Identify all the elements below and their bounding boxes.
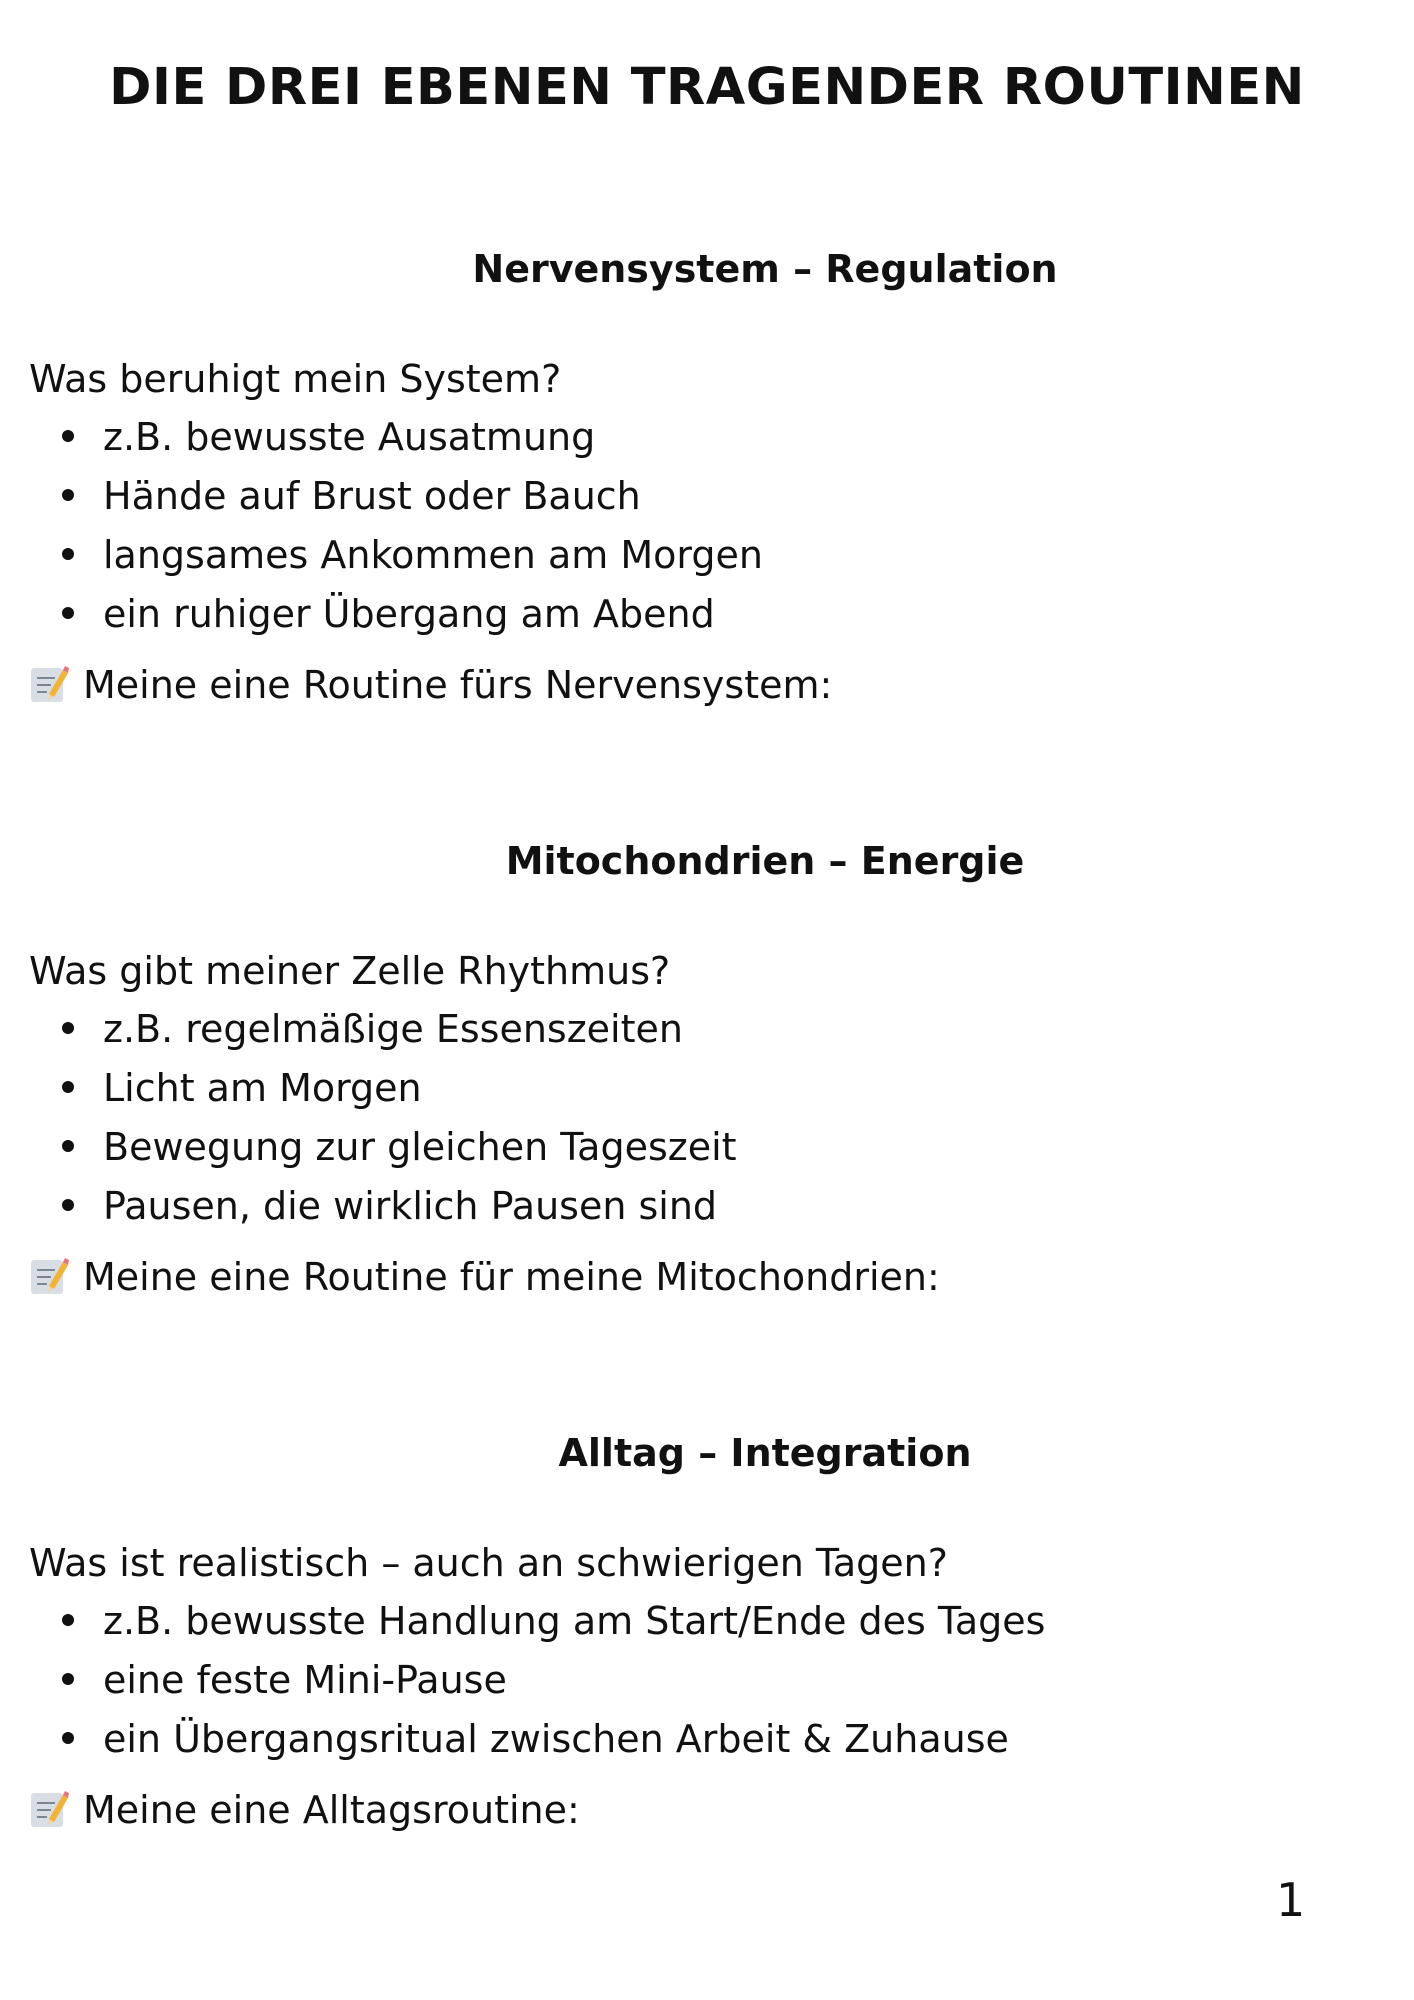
memo-icon	[29, 1789, 69, 1829]
bullet-dot-icon	[62, 489, 74, 501]
routine-prompt	[29, 1255, 940, 1299]
routine-prompt-text: Meine eine Alltagsroutine:	[83, 1788, 580, 1832]
routine-prompt	[29, 663, 833, 707]
routine-prompt-text: Meine eine Routine für meine Mitochondrien:	[83, 1255, 940, 1299]
page-title: DIE DREI EBENEN TRAGENDER ROUTINEN	[109, 58, 1305, 117]
bullet-dot-icon	[62, 1673, 74, 1685]
section-question: Was beruhigt mein System?	[29, 357, 562, 401]
routine-prompt	[29, 1788, 580, 1832]
bullet-dot-icon	[62, 1022, 74, 1034]
bullet-dot-icon	[62, 1614, 74, 1626]
bullet-dot-icon	[62, 1732, 74, 1744]
section-heading: Mitochondrien – Energie	[505, 839, 1025, 883]
memo-icon	[29, 664, 69, 704]
routine-prompt-text: Meine eine Routine fürs Nervensystem:	[83, 663, 833, 707]
page-number: 1	[1276, 1873, 1306, 1927]
bullet-dot-icon	[62, 1081, 74, 1093]
memo-icon	[29, 1256, 69, 1296]
section-question: Was ist realistisch – auch an schwierigen Tagen?	[29, 1541, 948, 1585]
section-question: Was gibt meiner Zelle Rhythmus?	[29, 949, 671, 993]
bullet-dot-icon	[62, 1140, 74, 1152]
bullet-dot-icon	[62, 607, 74, 619]
bullet-dot-icon	[62, 548, 74, 560]
section-heading: Nervensystem – Regulation	[472, 247, 1058, 291]
section-heading: Alltag – Integration	[558, 1431, 972, 1475]
bullet-dot-icon	[62, 430, 74, 442]
bullet-dot-icon	[62, 1199, 74, 1211]
